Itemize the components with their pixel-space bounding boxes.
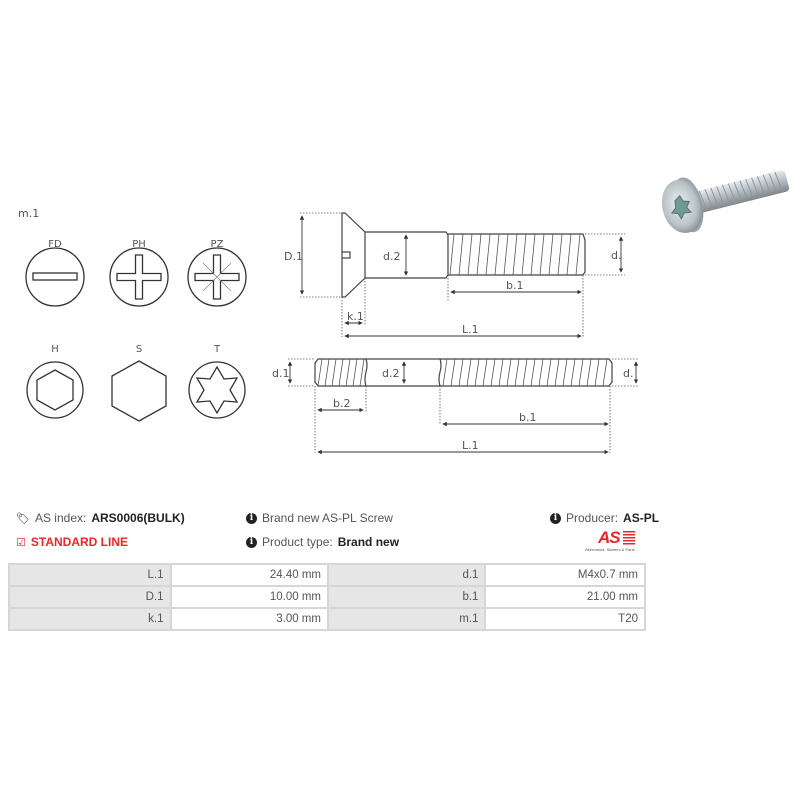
as-index-label: AS index: [34, 511, 87, 525]
checkbox-checked-icon: ☑ [16, 536, 26, 549]
torx-drive-icon [189, 362, 245, 418]
drive-label-fd: FD [48, 239, 62, 250]
spec-value: 24.40 mm [171, 564, 328, 586]
drive-label-s: S [135, 344, 143, 355]
dim-label-b1: b.1 [506, 279, 524, 292]
drive-label-pz: PZ [210, 239, 224, 250]
producer-label: Producer: [566, 511, 619, 525]
as-index-value: ARS0006(BULK) [91, 511, 185, 525]
phillips-drive-icon [110, 248, 168, 306]
spec-key: k.1 [9, 608, 171, 630]
logo-text: AS [598, 528, 620, 547]
tags-icon: 🏷 [16, 512, 30, 525]
description-text: Brand new AS-PL Screw [262, 511, 393, 525]
spec-key: d.1 [328, 564, 485, 586]
screw-dimension-drawing [270, 200, 640, 345]
product-description [246, 511, 393, 525]
logo-stripes [623, 531, 635, 545]
stud-label-b1: b.1 [519, 411, 537, 424]
as-index [16, 511, 185, 525]
spec-value: 3.00 mm [171, 608, 328, 630]
spec-key: m.1 [328, 608, 485, 630]
hex-head-icon [112, 361, 166, 421]
spec-key: D.1 [9, 586, 171, 608]
producer-value: AS-PL [623, 511, 660, 525]
standard-line-label: STANDARD LINE [30, 535, 128, 549]
product-type [246, 535, 399, 549]
dim-label-d2: d.2 [383, 250, 401, 263]
dim-label-D1: D.1 [284, 250, 303, 263]
dim-label-L1: L.1 [462, 323, 479, 336]
spec-value: T20 [485, 608, 645, 630]
spec-key: L.1 [9, 564, 171, 586]
logo-tagline: Alternators, Starters & Parts [585, 547, 635, 552]
pozidriv-drive-icon [188, 248, 246, 306]
drive-label-ph: PH [132, 239, 146, 250]
stud-label-b2: b.2 [333, 397, 351, 410]
table-row [9, 586, 645, 608]
stud-dimension-drawing [270, 345, 640, 465]
slotted-drive-icon [26, 248, 84, 306]
stud-label-d: d. [623, 367, 634, 380]
stud-label-L1: L.1 [462, 439, 479, 452]
product-type-label: Product type: [262, 535, 333, 549]
hex-socket-drive-icon [27, 362, 83, 418]
stud-label-d2: d.2 [382, 367, 400, 380]
spec-value: 21.00 mm [485, 586, 645, 608]
product-type-value: Brand new [337, 535, 400, 549]
spec-value: M4x0.7 mm [485, 564, 645, 586]
dim-label-k1: k.1 [347, 310, 364, 323]
info-icon: i [550, 513, 561, 524]
spec-value: 10.00 mm [171, 586, 328, 608]
drive-section-label: m.1 [18, 207, 40, 220]
table-row [9, 608, 645, 630]
info-icon: i [246, 513, 257, 524]
stud-label-d1: d.1 [272, 367, 290, 380]
table-row [9, 564, 645, 586]
spec-key: b.1 [328, 586, 485, 608]
dim-label-d: d. [611, 249, 622, 262]
drive-types-grid [0, 230, 270, 430]
drive-label-t: T [213, 344, 221, 355]
info-icon: i [246, 537, 257, 548]
producer [550, 511, 659, 525]
product-photo [650, 160, 795, 240]
producer-logo [585, 529, 655, 555]
standard-line-badge [16, 535, 128, 549]
spec-table [8, 563, 646, 631]
drive-label-h: H [51, 344, 59, 355]
